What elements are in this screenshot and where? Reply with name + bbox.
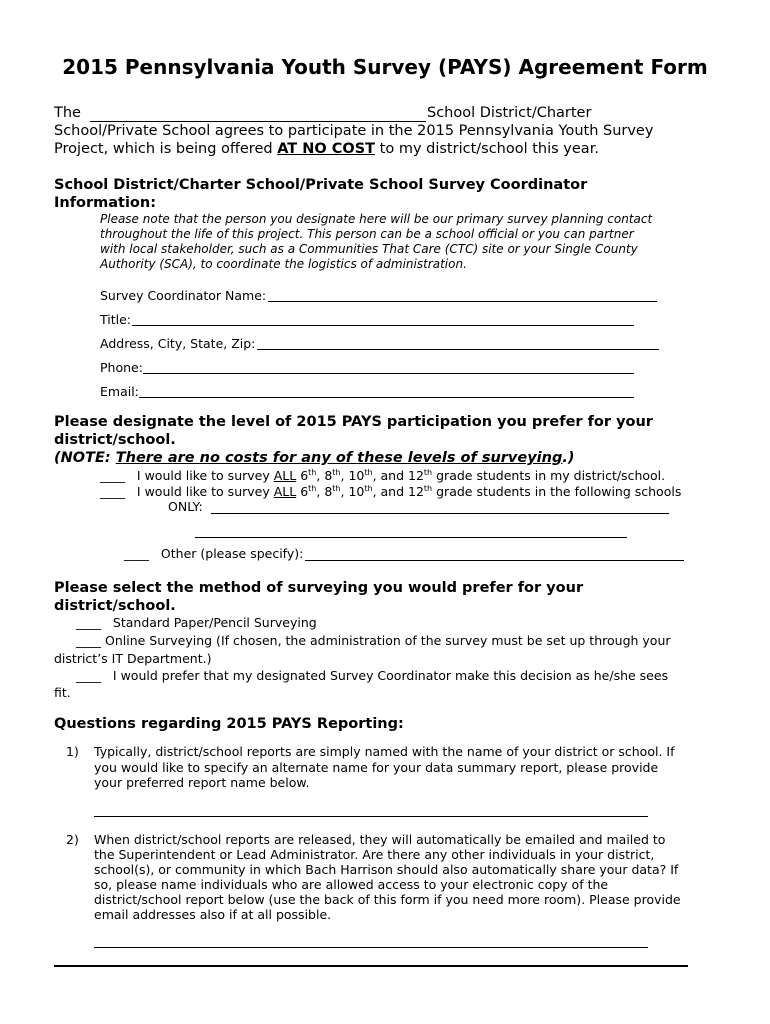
schools-field-1[interactable] bbox=[211, 513, 669, 514]
checkbox-blank[interactable]: ____ bbox=[100, 468, 125, 483]
question-2-line-6: email addresses also if at all possible. bbox=[94, 907, 332, 922]
method-heading-1: Please select the method of surveying you would prefer for your bbox=[54, 580, 584, 596]
address-label: Address, City, State, Zip: bbox=[100, 336, 256, 351]
intro-the: The bbox=[54, 105, 81, 121]
method-paper[interactable]: ____ Standard Paper/Pencil Surveying bbox=[76, 615, 317, 630]
checkbox-blank[interactable]: ____ bbox=[124, 546, 149, 561]
participation-note bbox=[54, 450, 574, 466]
coordinator-note-4: Authority (SCA), to coordinate the logistics of administration. bbox=[100, 257, 467, 271]
method-coordinator[interactable]: ____ I would prefer that my designated Survey Coordinator make this decision as he/she sees bbox=[76, 668, 669, 683]
phone-field[interactable] bbox=[143, 373, 634, 374]
method-online[interactable]: ____ Online Surveying (If chosen, the administration of the survey must be set up through your bbox=[76, 633, 671, 648]
coordinator-name-label: Survey Coordinator Name: bbox=[100, 288, 267, 303]
participation-heading-1: Please designate the level of 2015 PAYS participation you prefer for your bbox=[54, 414, 653, 430]
page-title: 2015 Pennsylvania Youth Survey (PAYS) Agreement Form bbox=[62, 55, 708, 79]
share-individuals-field[interactable] bbox=[94, 947, 648, 948]
coordinator-name-field[interactable] bbox=[268, 301, 657, 302]
question-2-line-5: district/school report below (use the back of this form if you need more room). Please provide bbox=[94, 892, 681, 907]
question-2-number: 2) bbox=[66, 832, 79, 847]
note-close: .) bbox=[562, 450, 575, 466]
coordinator-note-1: Please note that the person you designate here will be our primary survey planning contact bbox=[100, 212, 653, 226]
report-name-field[interactable] bbox=[94, 816, 648, 817]
address-field[interactable] bbox=[257, 349, 659, 350]
note-open: (NOTE: bbox=[54, 450, 116, 466]
coordinator-heading-1: School District/Charter School/Private School Survey Coordinator bbox=[54, 177, 588, 193]
method-online-2: district’s IT Department.) bbox=[54, 651, 212, 666]
intro-line-3-pre: Project, which is being offered bbox=[54, 141, 273, 157]
intro-line-2: School/Private School agrees to participate in the 2015 Pennsylvania Youth Survey bbox=[54, 123, 654, 139]
option-all-district[interactable]: ____ I would like to survey ALL 6th, 8th, 10th, and 12th grade students in my district/school. bbox=[100, 467, 666, 483]
question-1-line-1: Typically, district/school reports are simply named with the name of your district or school. If bbox=[94, 744, 675, 759]
schools-field-2[interactable] bbox=[195, 537, 627, 538]
question-2-line-2: the Superintendent or Lead Administrator. Are there any other individuals in your district, bbox=[94, 847, 655, 862]
option-other[interactable]: ____ Other (please specify): bbox=[124, 546, 304, 561]
question-2-line-4: so, please name individuals who are allowed access to your electronic copy of the bbox=[94, 877, 609, 892]
no-cost-emphasis: AT NO COST bbox=[277, 141, 376, 157]
no-costs-note: There are no costs for any of these levels of surveying bbox=[115, 450, 563, 466]
title-field[interactable] bbox=[132, 325, 634, 326]
intro-after-blank: School District/Charter bbox=[427, 105, 592, 121]
checkbox-blank[interactable]: ____ bbox=[76, 633, 101, 648]
coordinator-heading-2: Information: bbox=[54, 195, 157, 211]
checkbox-blank[interactable]: ____ bbox=[76, 615, 101, 630]
school-name-field[interactable] bbox=[90, 121, 426, 122]
intro-line-3 bbox=[54, 141, 599, 157]
coordinator-note-3: with local stakeholder, such as a Communities That Care (CTC) site or your Single County bbox=[100, 242, 638, 256]
intro-line-3-post: to my district/school this year. bbox=[379, 141, 599, 157]
checkbox-blank[interactable]: ____ bbox=[100, 484, 125, 499]
title-label: Title: bbox=[100, 312, 131, 327]
question-1-line-3: your preferred report name below. bbox=[94, 775, 310, 790]
question-2-line-3: school(s), or community in which Bach Harrison should also automatically share your data? If bbox=[94, 862, 679, 877]
coordinator-note-2: throughout the life of this project. This person can be a school official or you can partner bbox=[100, 227, 634, 241]
question-1-line-2: you would like to specify an alternate name for your data summary report, please provide bbox=[94, 760, 659, 775]
checkbox-blank[interactable]: ____ bbox=[76, 668, 101, 683]
option-following-schools[interactable]: ____ I would like to survey ALL 6th, 8th, 10th, and 12th grade students in the following schools bbox=[100, 483, 682, 499]
question-1-number: 1) bbox=[66, 744, 79, 759]
phone-label: Phone: bbox=[100, 360, 143, 375]
method-coordinator-2: fit. bbox=[54, 685, 71, 700]
participation-heading-2: district/school. bbox=[54, 432, 176, 448]
other-field[interactable] bbox=[305, 560, 684, 561]
question-2-line-1: When district/school reports are released, they will automatically be emailed and mailed to bbox=[94, 832, 666, 847]
email-field[interactable] bbox=[139, 397, 634, 398]
method-heading-2: district/school. bbox=[54, 598, 176, 614]
email-label: Email: bbox=[100, 384, 139, 399]
reporting-heading: Questions regarding 2015 PAYS Reporting: bbox=[54, 716, 404, 732]
page-bottom-rule bbox=[54, 965, 688, 967]
only-label: ONLY: bbox=[168, 499, 203, 514]
